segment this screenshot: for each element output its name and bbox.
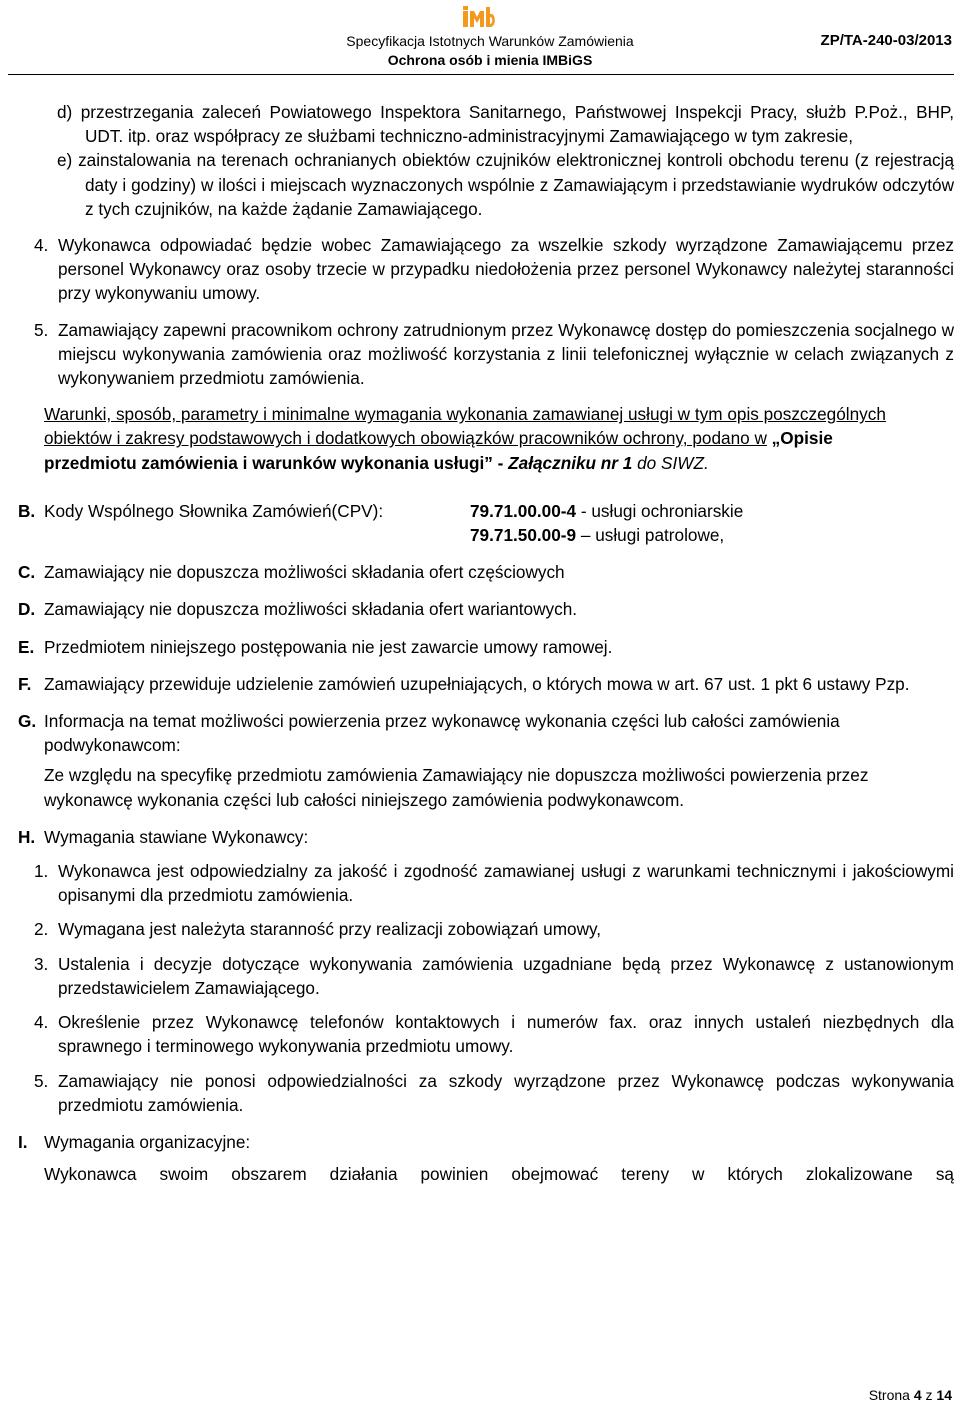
h-item-5-number: 5. [34,1070,49,1091]
header-line-2: Ochrona osób i mienia IMBiGS [387,52,593,68]
h-item-4-number: 4. [34,1012,49,1033]
h-item-1-number: 1. [34,861,49,882]
section-b-letter: B. [18,500,36,521]
point-5-text: Zamawiający zapewni pracownikom ochrony zatrudnionym przez Wykonawcę dostęp do pomieszczenia socjalnego w miejscu wykonywania zamówienia oraz możliwość korzystania z linii telefonicznej wyłącznie w celach związanych z wykonywaniem przedmiotu zamówienia. [58,319,954,389]
section-e [18,635,960,659]
h-item-5 [34,1069,954,1117]
item-e: e) zainstalowania na terenach ochranianych obiektów czujników elektronicznej kontroli obchodu terenu (z rejestracją daty i godziny) w ilości i miejscach wyznaczonych wspólnie z Zamawiającym i przedstawianie wydruków odczytów z tych czujników, na każde żądanie Zamawiającego. [57,150,954,219]
h-item-4-text: Określenie przez Wykonawcę telefonów kontaktowych i numerów fax. oraz innych ustaleń niezbędnych dla sprawnego i terminowego wykonywania przedmiotu umowy. [58,1012,954,1057]
point-4-number: 4. [34,235,49,256]
cpv-row-1 [44,499,960,523]
header-title [330,32,650,70]
footer-separator: z [925,1387,933,1403]
page-footer [869,1387,952,1403]
section-g [18,709,900,757]
section-i-letter: I. [18,1131,28,1152]
section-g-text: Informacja na temat możliwości powierzenia przez wykonawcę wykonania części lub całości zamówienia podwykonawcom: [44,711,840,756]
section-h-title: Wymagania stawiane Wykonawcy: [44,826,309,847]
item-d: d) przestrzegania zaleceń Powiatowego Inspektora Sanitarnego, Państwowej Inspekcji Pracy, służb P.Poż., BHP, UDT. itp. oraz współpracy ze służbami techniczno-administracyjnymi Zamawiającego w tym zakresie, [57,102,954,147]
section-i-title: Wymagania organizacyjne: [44,1131,251,1152]
conditions-suffix: do SIWZ. [637,452,709,473]
h-item-3-number: 3. [34,953,49,974]
imbigs-logo-icon [462,6,496,28]
section-c [18,560,960,584]
section-d [18,597,960,621]
conditions-underlined-text: Warunki, sposób, parametry i minimalne wymagania wykonania zamawianej usługi w tym opis poszczególnych obiektów i zakresy podstawowych i dodatkowych obowiązków pracowników ochrony, podano w [44,404,886,449]
h-item-2-text: Wymagana jest należyta staranność przy realizacji zobowiązań umowy, [58,919,602,940]
section-e-text: Przedmiotem niniejszego postępowania nie jest zawarcie umowy ramowej. [44,636,613,657]
h-item-2 [34,917,954,941]
section-c-text: Zamawiający nie dopuszcza możliwości składania ofert częściowych [44,562,565,583]
document-number: ZP/TA-240-03/2013 [820,32,952,49]
h-item-5-text: Zamawiający nie ponosi odpowiedzialności za szkody wyrządzone przez Wykonawcę podczas wykonywania przedmiotu zamówienia. [58,1070,954,1115]
point-5 [34,318,954,391]
section-i-text: Wykonawca swoim obszarem działania powinien obejmować tereny w których zlokalizowane są [44,1164,954,1185]
h-item-1 [34,859,954,907]
conditions-dash: - [497,452,504,473]
section-i [18,1130,960,1154]
section-e-letter: E. [18,636,35,657]
h-item-3-text: Ustalenia i decyzje dotyczące wykonywania zamówienia uzgadniane będą przez Wykonawcę z ustanowionym przedstawicielem Zamawiającego. [58,953,954,998]
cpv-desc-1: - usługi ochroniarskie [580,500,744,521]
footer-prefix: Strona [868,1387,910,1403]
point-4 [34,233,954,306]
section-h [18,825,960,849]
h-item-3 [34,952,954,1000]
h-item-1-text: Wykonawca jest odpowiedzialny za jakość i zgodność zamawianej usługi z warunkami technicznymi i jakościowymi opisanymi dla przedmiotu zamówienia. [58,861,954,906]
cpv-code-1: 79.71.00.00-4 [470,500,577,521]
page-header [0,0,960,76]
section-f-text: Zamawiający przewiduje udzielenie zamówień uzupełniających, o których mowa w art. 67 ust. 1 pkt 6 ustawy Pzp. [44,673,910,694]
section-f-letter: F. [18,673,32,694]
section-d-text: Zamawiający nie dopuszcza możliwości składania ofert wariantowych. [44,599,578,620]
point-5-number: 5. [34,319,49,340]
section-g-detail: Ze względu na specyfikę przedmiotu zamówienia Zamawiający nie dopuszcza możliwości powierzenia przez wykonawcę wykonania części lub całości niniejszego zamówienia podwykonawcom. [44,765,869,810]
service-conditions-paragraph [44,402,924,475]
cpv-label: Kody Wspólnego Słownika Zamówień(CPV): [44,500,384,521]
footer-total-pages: 14 [936,1387,952,1403]
section-h-letter: H. [18,826,36,847]
cpv-row-2 [44,523,960,547]
point-4-text: Wykonawca odpowiadać będzie wobec Zamawiającego za wszelkie szkody wyrządzone Zamawiającemu przez personel Wykonawcy oraz osoby trzecie w przypadku niedołożenia przez personel Wykonawcy należytej staranności przy wykonywaniu umowy. [58,235,954,304]
document-body [0,100,960,1186]
footer-page-number: 4 [913,1387,922,1403]
header-line-1: Specyfikacja Istotnych Warunków Zamówienia [346,33,634,49]
h-item-4 [34,1010,954,1058]
section-g-letter: G. [18,711,37,732]
h-item-2-number: 2. [34,919,49,940]
conditions-attachment: Załączniku nr 1 [508,452,633,473]
section-b [18,499,960,547]
section-d-letter: D. [18,599,36,620]
conditions-document-title: „Opisie przedmiotu zamówienia i warunków wykonania usługi” [44,428,833,473]
section-c-letter: C. [18,562,36,583]
cpv-desc-2: – usługi patrolowe, [580,525,725,546]
header-rule [8,74,954,75]
section-f [18,672,924,696]
cpv-code-2: 79.71.50.00-9 [470,525,577,546]
